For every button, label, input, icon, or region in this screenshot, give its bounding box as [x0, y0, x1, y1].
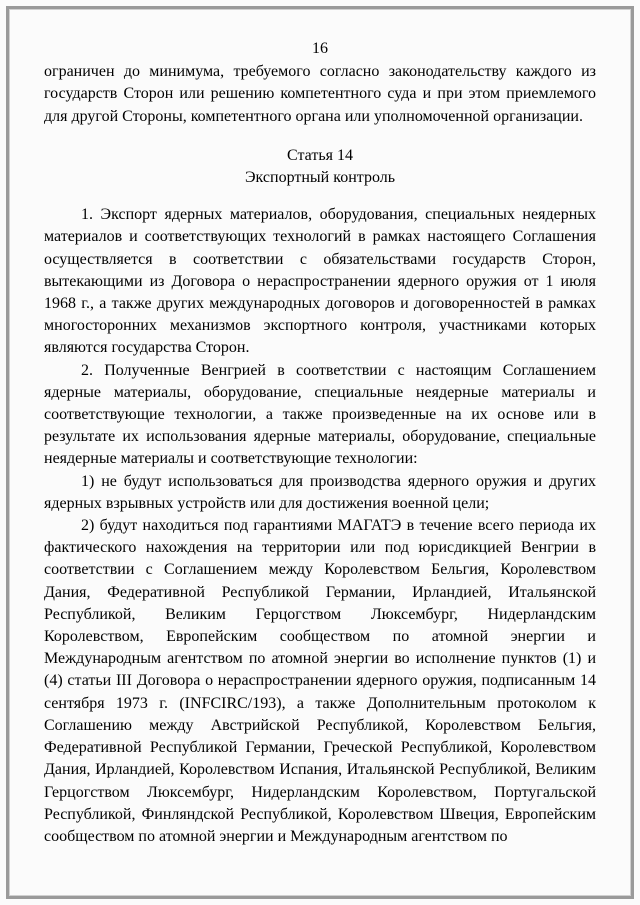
- article-number: Статья 14: [287, 146, 353, 164]
- page-content: [44, 38, 596, 848]
- article-title: Экспортный контроль: [244, 169, 396, 187]
- paragraph-2: 2. Полученные Венгрией в соответствии с настоящим Соглашением ядерные материалы, оборудование, специальные неядерные материалы и соответствующие технологии, а также произведенные на их основе или в результате их использования ядерные материалы, оборудование, специальные неядерные материалы и соответствующие технологии:: [44, 361, 596, 468]
- subitem-1: 1) не будут использоваться для производства ядерного оружия и других ядерных взрывных устройств или для достижения военной цели;: [44, 472, 596, 512]
- page-number: 16: [312, 40, 328, 57]
- spacer: [44, 128, 596, 145]
- intro-paragraph: ограничен до минимума, требуемого согласно законодательству каждого из государств Сторон или решению компетентного суда и при этом приемлемого для другой Стороны, компетентного органа или уполномоченной организации.: [44, 63, 596, 125]
- paragraph-1: 1. Экспорт ядерных материалов, оборудования, специальных неядерных материалов и соответствующих технологий в рамках настоящего Соглашения осуществляется в соответствии с обязательствами государств Сторон, вытекающими из Договора о нераспространении ядерного оружия от 1 июля 1968 г., а также других международных договоров и договоренностей в рамках многосторонних механизмов экспортного контроля, участниками которых являются государства Сторон.: [44, 206, 596, 357]
- subitem-2: 2) будут находиться под гарантиями МАГАТЭ в течение всего периода их фактического нахождения на территории или под юрисдикцией Венгрии в соответствии с Соглашением между Королевством Бельгия, Королевством Дания, Федеративной Республикой Германии, Ирландией, Итальянской Республикой, Великим Герцогством Люксембург, Нидерландским Королевством, Европейским сообществом по атомной энергии и Международным агентством по атомной энергии во исполнение пунктов (1) и (4) статьи III Договора о нераспространении ядерного оружия, подписанным 14 сентября 1973 г. (INFCIRC/193), а также Дополнительным протоколом к Соглашению между Австрийской Республикой, Королевством Бельгия, Федеративной Республикой Германии, Греческой Республикой, Королевством Дания, Ирландией, Королевством Испания, Итальянской Республикой, Великим Герцогством Люксембург, Нидерландским Королевством, Португальской Республикой, Финляндской Республикой, Королевством Швеция, Европейским сообществом по атомной энергии и Международным агентством по: [44, 517, 596, 845]
- spacer: [44, 189, 596, 204]
